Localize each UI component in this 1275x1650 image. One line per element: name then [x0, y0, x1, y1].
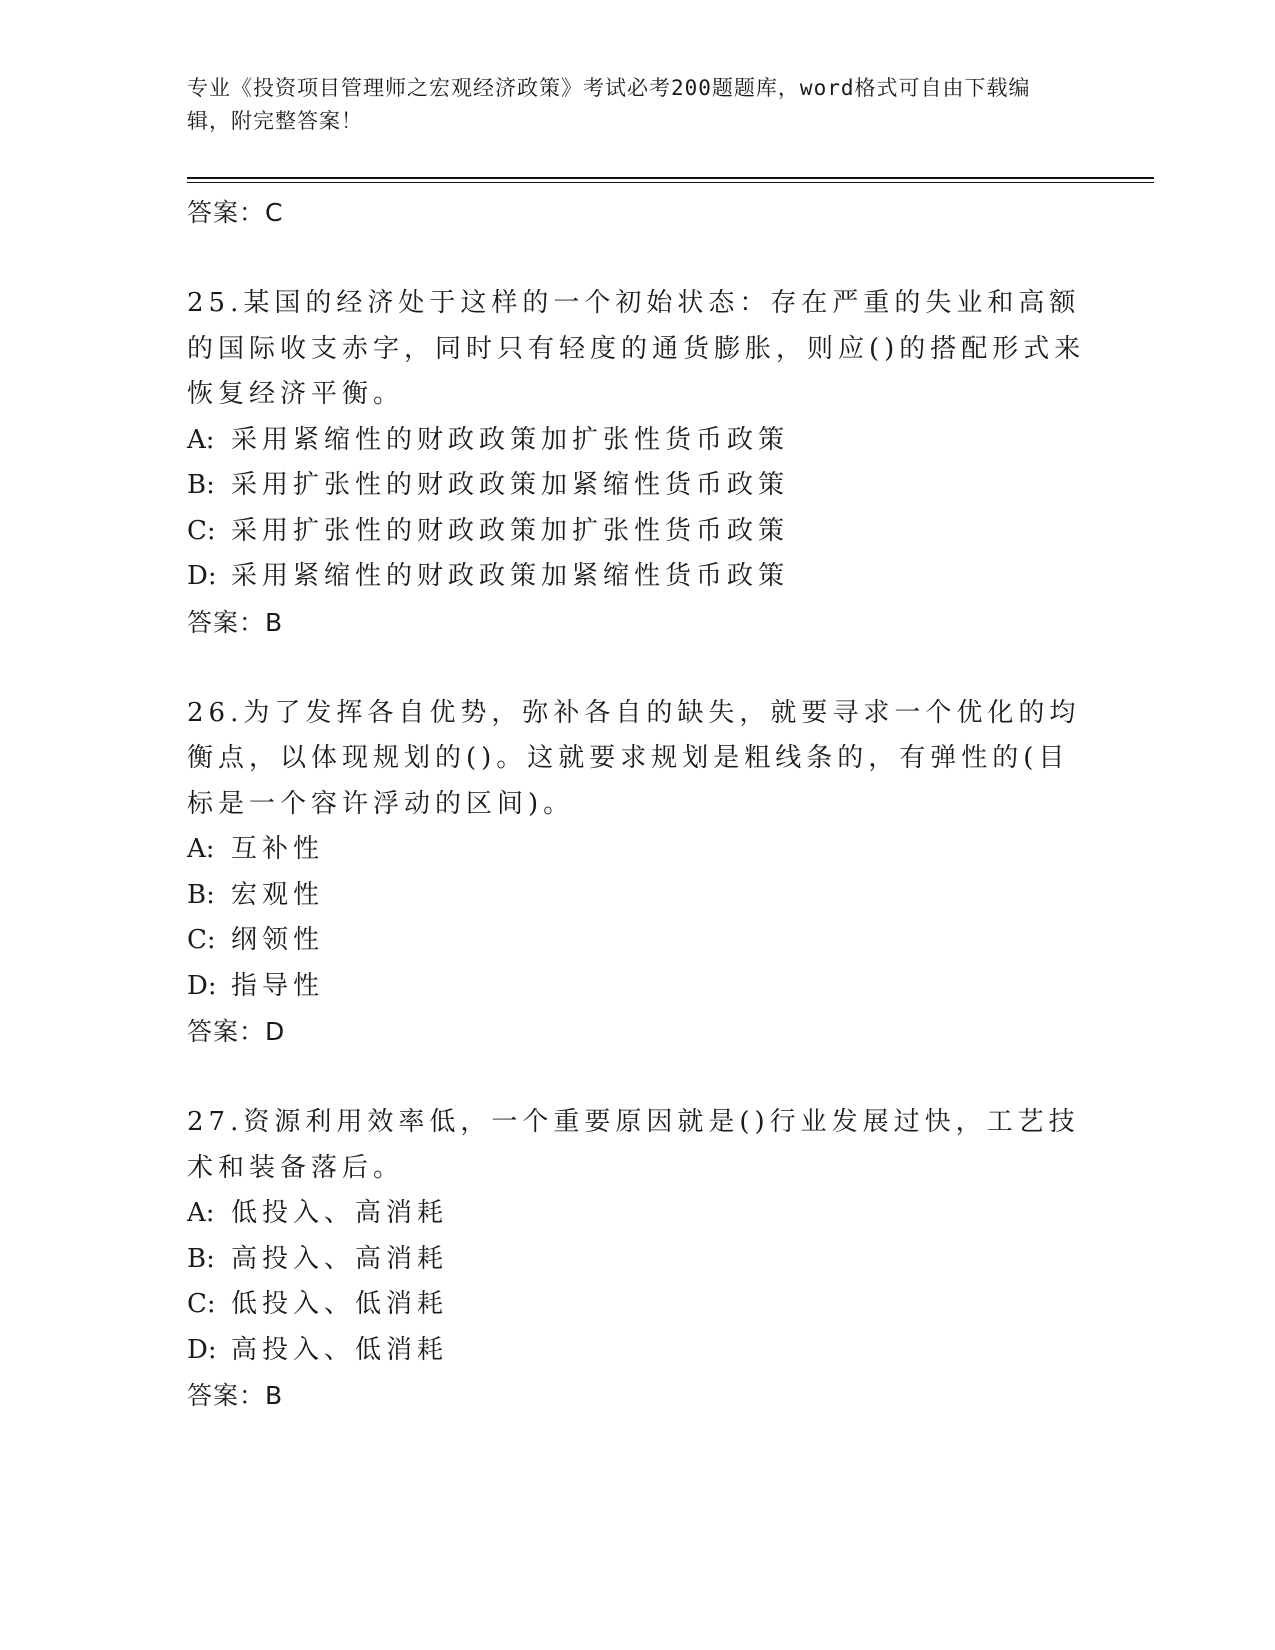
question-stem: 26.为了发挥各自优势，弥补各自的缺失，就要寻求一个优化的均衡点，以体现规划的()。这就要求规划是粗线条的，有弹性的(目标是一个容许浮动的区间)。: [187, 697, 1081, 819]
answer: 答案：B: [187, 1381, 284, 1410]
option-d: [187, 1328, 1087, 1374]
option-b: [187, 463, 1087, 509]
header-rule-thick: [187, 177, 1154, 179]
option-text: 高投入、低消耗: [231, 1334, 449, 1365]
answer: 答案：D: [187, 1017, 286, 1046]
question-26: [187, 691, 1087, 1055]
option-letter: B:: [187, 470, 215, 500]
option-c: [187, 918, 1087, 964]
header-rule-thin: [187, 182, 1154, 183]
option-letter: C:: [187, 925, 216, 955]
question-27: [187, 1100, 1087, 1418]
option-letter: A:: [187, 424, 215, 455]
option-c: [187, 509, 1087, 555]
option-text: 采用扩张性的财政政策加紧缩性货币政策: [231, 470, 790, 500]
option-c: [187, 1282, 1087, 1328]
option-d: [187, 554, 1087, 600]
answer: 答案：B: [187, 607, 284, 637]
option-letter: B:: [187, 1243, 215, 1274]
question-25: [187, 281, 1087, 645]
option-text: 指导性: [231, 970, 325, 1001]
option-text: 互补性: [231, 834, 325, 864]
option-text: 采用紧缩性的财政政策加紧缩性货币政策: [231, 561, 790, 591]
option-text: 宏观性: [231, 879, 325, 910]
option-b: [187, 873, 1087, 919]
document-header: 专业《投资项目管理师之宏观经济政策》考试必考200题题库，word格式可自由下载编辑，附完整答案！: [187, 76, 1031, 133]
option-a: [187, 418, 1087, 464]
option-letter: C:: [187, 1289, 216, 1319]
option-b: [187, 1237, 1087, 1283]
option-letter: D:: [187, 561, 217, 591]
option-text: 高投入、高消耗: [231, 1243, 449, 1274]
option-text: 纲领性: [231, 925, 325, 955]
option-letter: C:: [187, 515, 216, 546]
option-text: 采用紧缩性的财政政策加扩张性货币政策: [231, 424, 790, 455]
option-text: 低投入、高消耗: [231, 1198, 449, 1228]
previous-answer: 答案：C: [187, 198, 284, 227]
option-letter: D:: [187, 1334, 217, 1365]
option-letter: A:: [187, 1198, 215, 1228]
option-letter: D:: [187, 970, 217, 1001]
option-letter: B:: [187, 879, 215, 910]
option-letter: A:: [187, 834, 215, 864]
option-a: [187, 1191, 1087, 1237]
question-stem: 25.某国的经济处于这样的一个初始状态：存在严重的失业和高额的国际收支赤字，同时只有轻度的通货膨胀，则应()的搭配形式来恢复经济平衡。: [187, 288, 1086, 409]
question-list: [187, 190, 1087, 1418]
option-text: 低投入、低消耗: [231, 1289, 449, 1319]
option-text: 采用扩张性的财政政策加扩张性货币政策: [231, 515, 790, 546]
option-d: [187, 964, 1087, 1010]
option-a: [187, 827, 1087, 873]
question-stem: 27.资源利用效率低，一个重要原因就是()行业发展过快，工艺技术和装备落后。: [187, 1107, 1080, 1183]
